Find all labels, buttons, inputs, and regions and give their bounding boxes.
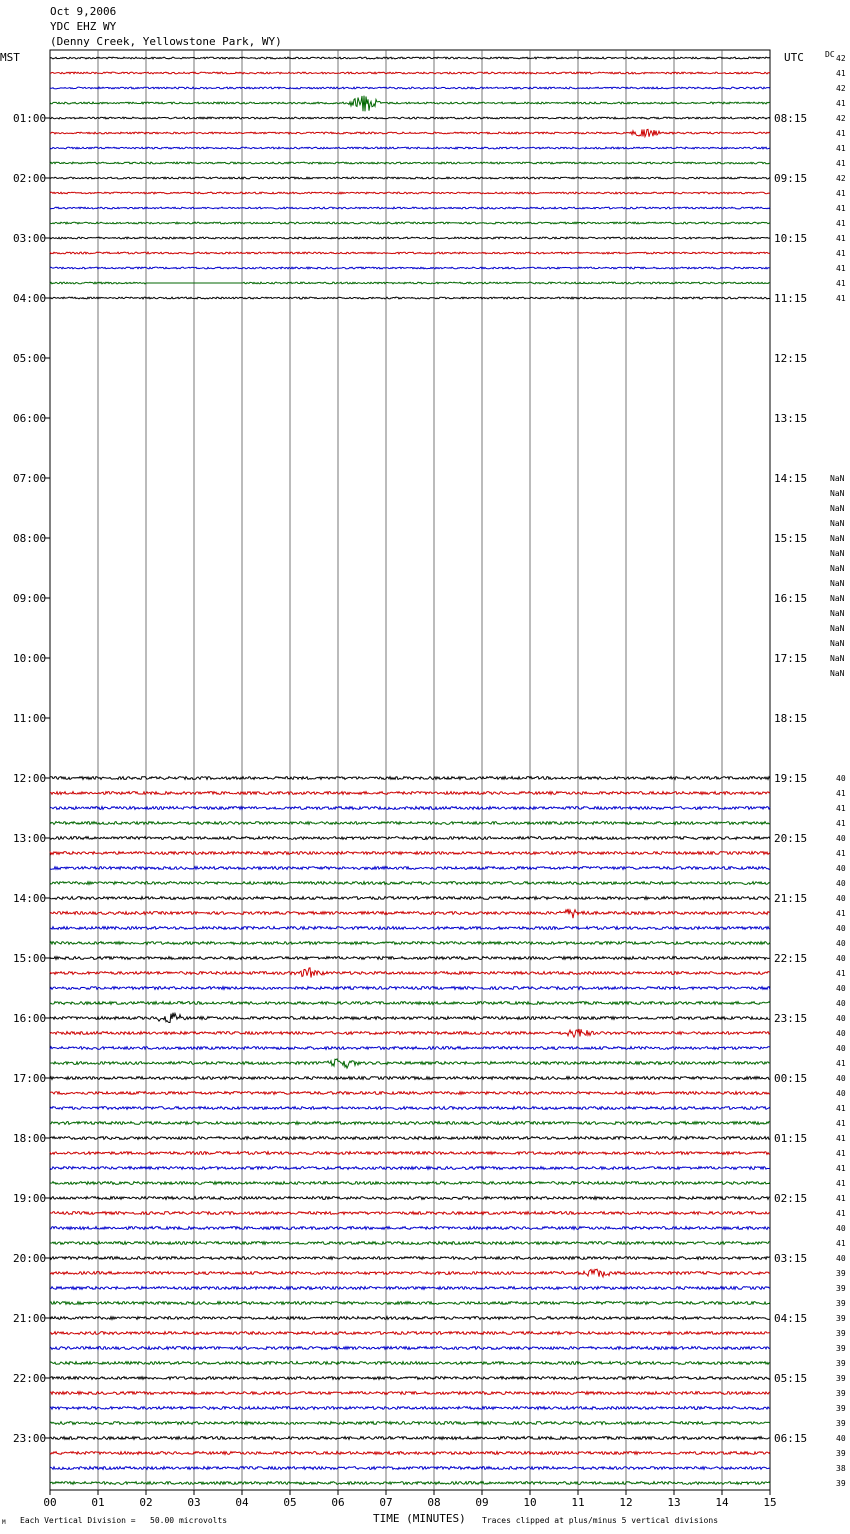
row-dc-value: 40 (836, 939, 846, 948)
mst-hour-label: 15:00 (13, 952, 47, 965)
row-dc-value: 42 (836, 84, 846, 93)
trace-row-70 (50, 1107, 770, 1110)
utc-hour-label: 23:15 (774, 1012, 808, 1025)
mst-hour-label: 08:00 (13, 532, 47, 545)
row-dc-value: 39 (836, 1299, 846, 1308)
trace-row-13 (50, 252, 770, 254)
trace-row-91 (50, 1422, 770, 1425)
trace-row-72 (50, 1137, 770, 1140)
mst-hour-label: 23:00 (13, 1432, 47, 1445)
trace-row-7 (50, 162, 770, 164)
trace-row-4 (50, 117, 770, 119)
trace-row-15 (50, 282, 770, 284)
trace-row-82 (50, 1287, 770, 1290)
utc-hour-label: 09:15 (774, 172, 808, 185)
row-dc-value: 41 (836, 204, 846, 213)
row-dc-value: 41 (836, 1119, 846, 1128)
row-dc-value: 39 (836, 1284, 846, 1293)
utc-hour-label: 12:15 (774, 352, 808, 365)
mst-hour-label: 09:00 (13, 592, 47, 605)
trace-row-54 (50, 867, 770, 870)
trace-row-83 (50, 1302, 770, 1305)
row-dc-value: 41 (836, 189, 846, 198)
trace-row-52 (50, 837, 770, 840)
trace-row-11 (50, 222, 770, 224)
trace-row-77 (50, 1212, 770, 1215)
x-tick-label: 13 (667, 1496, 681, 1509)
row-dc-value: 41 (836, 1134, 846, 1143)
trace-row-61 (50, 968, 770, 978)
trace-row-65 (50, 1029, 770, 1037)
trace-row-80 (50, 1257, 770, 1260)
utc-hour-label: 03:15 (774, 1252, 808, 1265)
row-dc-value: 39 (836, 1449, 846, 1458)
trace-row-0 (50, 57, 770, 59)
mst-hour-label: 02:00 (13, 172, 47, 185)
mst-hour-label: 11:00 (13, 712, 47, 725)
utc-hour-label: 15:15 (774, 532, 808, 545)
utc-hour-label: 19:15 (774, 772, 808, 785)
x-tick-label: 01 (91, 1496, 105, 1509)
row-dc-value: 39 (836, 1314, 846, 1323)
x-tick-label: 05 (283, 1496, 297, 1509)
utc-hour-label: 00:15 (774, 1072, 808, 1085)
utc-hour-label: 14:15 (774, 472, 808, 485)
mst-hour-label: 05:00 (13, 352, 47, 365)
row-dc-value: 40 (836, 834, 846, 843)
trace-row-16 (50, 297, 770, 299)
trace-row-55 (50, 882, 770, 885)
trace-row-50 (50, 807, 770, 810)
row-dc-value: 41 (836, 789, 846, 798)
row-dc-value: 41 (836, 1164, 846, 1173)
row-dc-labels (830, 54, 846, 1488)
mst-hour-label: 18:00 (13, 1132, 47, 1145)
row-dc-value: 41 (836, 69, 846, 78)
x-tick-label: 10 (523, 1496, 537, 1509)
row-dc-value: NaN (830, 504, 845, 513)
trace-row-48 (50, 777, 770, 780)
row-dc-value: 41 (836, 294, 846, 303)
row-dc-value: 41 (836, 234, 846, 243)
x-tick-label: 12 (619, 1496, 633, 1509)
row-dc-value: 40 (836, 1254, 846, 1263)
trace-row-5 (50, 129, 770, 136)
x-tick-labels (43, 1490, 776, 1509)
trace-row-3 (50, 96, 770, 112)
trace-row-92 (50, 1437, 770, 1440)
header-date: Oct 9,2006 (50, 5, 117, 18)
row-dc-value: 40 (836, 1089, 846, 1098)
row-dc-value: 41 (836, 129, 846, 138)
x-tick-label: 08 (427, 1496, 441, 1509)
utc-hour-label: 16:15 (774, 592, 808, 605)
row-dc-value: NaN (830, 534, 845, 543)
utc-hour-label: 11:15 (774, 292, 808, 305)
row-dc-value: 41 (836, 969, 846, 978)
row-dc-value: 39 (836, 1329, 846, 1338)
row-dc-value: 40 (836, 999, 846, 1008)
row-dc-value: 40 (836, 879, 846, 888)
row-dc-value: NaN (830, 609, 845, 618)
utc-hour-label: 10:15 (774, 232, 808, 245)
row-dc-value: 40 (836, 1434, 846, 1443)
x-tick-label: 07 (379, 1496, 393, 1509)
row-dc-value: 41 (836, 249, 846, 258)
row-dc-value: 39 (836, 1269, 846, 1278)
x-tick-label: 00 (43, 1496, 57, 1509)
utc-hour-label: 21:15 (774, 892, 808, 905)
trace-row-69 (50, 1092, 770, 1095)
x-tick-label: 03 (187, 1496, 201, 1509)
utc-hour-label: 13:15 (774, 412, 808, 425)
trace-row-67 (50, 1059, 770, 1068)
mst-hour-labels (13, 112, 50, 1445)
row-dc-value: 41 (836, 264, 846, 273)
trace-row-57 (50, 909, 770, 918)
row-dc-value: 41 (836, 1179, 846, 1188)
row-dc-value: 40 (836, 984, 846, 993)
trace-row-90 (50, 1407, 770, 1410)
mst-hour-label: 03:00 (13, 232, 47, 245)
row-dc-value: 40 (836, 774, 846, 783)
trace-row-8 (50, 177, 770, 179)
mst-hour-label: 20:00 (13, 1252, 47, 1265)
trace-row-56 (50, 897, 770, 900)
trace-row-94 (50, 1467, 770, 1470)
row-dc-value: 40 (836, 924, 846, 933)
header-station: YDC EHZ WY (50, 20, 117, 33)
row-dc-value: 42 (836, 54, 846, 63)
utc-axis-label: UTC (784, 51, 804, 64)
row-dc-value: 41 (836, 1059, 846, 1068)
row-dc-value: 41 (836, 909, 846, 918)
utc-hour-label: 22:15 (774, 952, 808, 965)
mst-hour-label: 01:00 (13, 112, 47, 125)
trace-row-12 (50, 237, 770, 239)
row-dc-value: 41 (836, 1194, 846, 1203)
row-dc-value: NaN (830, 639, 845, 648)
row-dc-value: 41 (836, 1239, 846, 1248)
trace-row-59 (50, 942, 770, 945)
mst-axis-label: MST (0, 51, 20, 64)
corner-mark: M (2, 1519, 6, 1526)
row-dc-value: 40 (836, 864, 846, 873)
trace-row-71 (50, 1122, 770, 1125)
row-dc-value: 42 (836, 114, 846, 123)
row-dc-value: 41 (836, 849, 846, 858)
row-dc-value: NaN (830, 564, 845, 573)
row-dc-value: 40 (836, 894, 846, 903)
trace-row-74 (50, 1167, 770, 1170)
row-dc-value: 40 (836, 1074, 846, 1083)
row-dc-value: NaN (830, 489, 845, 498)
row-dc-value: NaN (830, 549, 845, 558)
row-dc-value: 41 (836, 819, 846, 828)
trace-row-63 (50, 1002, 770, 1005)
x-tick-label: 11 (571, 1496, 585, 1509)
row-dc-value: NaN (830, 654, 845, 663)
utc-hour-label: 18:15 (774, 712, 808, 725)
row-dc-value: 41 (836, 1149, 846, 1158)
trace-row-86 (50, 1347, 770, 1350)
trace-row-76 (50, 1197, 770, 1200)
trace-row-64 (50, 1013, 770, 1023)
row-dc-value: 41 (836, 279, 846, 288)
x-tick-label: 04 (235, 1496, 249, 1509)
utc-hour-label: 08:15 (774, 112, 808, 125)
trace-row-88 (50, 1377, 770, 1380)
row-dc-value: 39 (836, 1389, 846, 1398)
row-dc-value: 41 (836, 144, 846, 153)
trace-group (50, 57, 770, 1484)
row-dc-value: 41 (836, 159, 846, 168)
trace-row-10 (50, 207, 770, 209)
mst-hour-label: 04:00 (13, 292, 47, 305)
trace-row-95 (50, 1482, 770, 1485)
row-dc-value: 39 (836, 1344, 846, 1353)
trace-row-81 (50, 1269, 770, 1277)
mst-hour-label: 10:00 (13, 652, 47, 665)
row-dc-value: 39 (836, 1419, 846, 1428)
utc-hour-label: 06:15 (774, 1432, 808, 1445)
row-dc-value: 40 (836, 1224, 846, 1233)
mst-hour-label: 06:00 (13, 412, 47, 425)
row-dc-value: 41 (836, 219, 846, 228)
trace-row-49 (50, 792, 770, 795)
mst-hour-label: 16:00 (13, 1012, 47, 1025)
mst-hour-label: 13:00 (13, 832, 47, 845)
trace-row-78 (50, 1227, 770, 1230)
mst-hour-label: 21:00 (13, 1312, 47, 1325)
row-dc-value: 39 (836, 1374, 846, 1383)
row-dc-value: 40 (836, 1014, 846, 1023)
trace-row-6 (50, 147, 770, 149)
dc-label: DC (825, 50, 835, 59)
x-tick-label: 06 (331, 1496, 345, 1509)
trace-row-53 (50, 852, 770, 855)
trace-row-58 (50, 927, 770, 930)
x-tick-label: 14 (715, 1496, 729, 1509)
trace-row-66 (50, 1047, 770, 1050)
trace-row-87 (50, 1362, 770, 1365)
mst-hour-label: 19:00 (13, 1192, 47, 1205)
row-dc-value: NaN (830, 594, 845, 603)
row-dc-value: 40 (836, 954, 846, 963)
trace-row-14 (50, 267, 770, 269)
trace-row-84 (50, 1317, 770, 1320)
trace-row-9 (50, 192, 770, 194)
mst-hour-label: 14:00 (13, 892, 47, 905)
trace-row-60 (50, 957, 770, 960)
trace-row-89 (50, 1392, 770, 1395)
trace-row-75 (50, 1182, 770, 1185)
mst-hour-label: 07:00 (13, 472, 47, 485)
trace-row-93 (50, 1452, 770, 1455)
x-tick-label: 02 (139, 1496, 153, 1509)
row-dc-value: 40 (836, 1029, 846, 1038)
trace-row-62 (50, 987, 770, 990)
row-dc-value: 39 (836, 1359, 846, 1368)
row-dc-value: 42 (836, 174, 846, 183)
row-dc-value: 39 (836, 1404, 846, 1413)
row-dc-value: NaN (830, 669, 845, 678)
trace-row-68 (50, 1077, 770, 1080)
x-tick-label: 15 (763, 1496, 777, 1509)
row-dc-value: NaN (830, 624, 845, 633)
utc-hour-labels (774, 112, 807, 1445)
header-location: (Denny Creek, Yellowstone Park, WY) (50, 35, 282, 48)
scale-note: Each Vertical Division = 50.00 microvolts (20, 1516, 228, 1525)
row-dc-value: 41 (836, 804, 846, 813)
row-dc-value: NaN (830, 474, 845, 483)
trace-row-85 (50, 1332, 770, 1335)
trace-row-2 (50, 87, 770, 89)
row-dc-value: 38 (836, 1464, 846, 1473)
row-dc-value: NaN (830, 579, 845, 588)
trace-row-73 (50, 1152, 770, 1155)
utc-hour-label: 02:15 (774, 1192, 808, 1205)
mst-hour-label: 17:00 (13, 1072, 47, 1085)
utc-hour-label: 04:15 (774, 1312, 808, 1325)
utc-hour-label: 17:15 (774, 652, 808, 665)
trace-row-51 (50, 822, 770, 825)
utc-hour-label: 05:15 (774, 1372, 808, 1385)
row-dc-value: 39 (836, 1479, 846, 1488)
row-dc-value: NaN (830, 519, 845, 528)
mst-hour-label: 22:00 (13, 1372, 47, 1385)
x-axis-title: TIME (MINUTES) (373, 1512, 466, 1525)
row-dc-value: 41 (836, 99, 846, 108)
mst-hour-label: 12:00 (13, 772, 47, 785)
row-dc-value: 41 (836, 1104, 846, 1113)
row-dc-value: 40 (836, 1044, 846, 1053)
x-tick-label: 09 (475, 1496, 489, 1509)
trace-row-1 (50, 72, 770, 74)
trace-row-79 (50, 1242, 770, 1245)
row-dc-value: 41 (836, 1209, 846, 1218)
utc-hour-label: 20:15 (774, 832, 808, 845)
utc-hour-label: 01:15 (774, 1132, 808, 1145)
clip-note: Traces clipped at plus/minus 5 vertical divisions (482, 1516, 719, 1525)
